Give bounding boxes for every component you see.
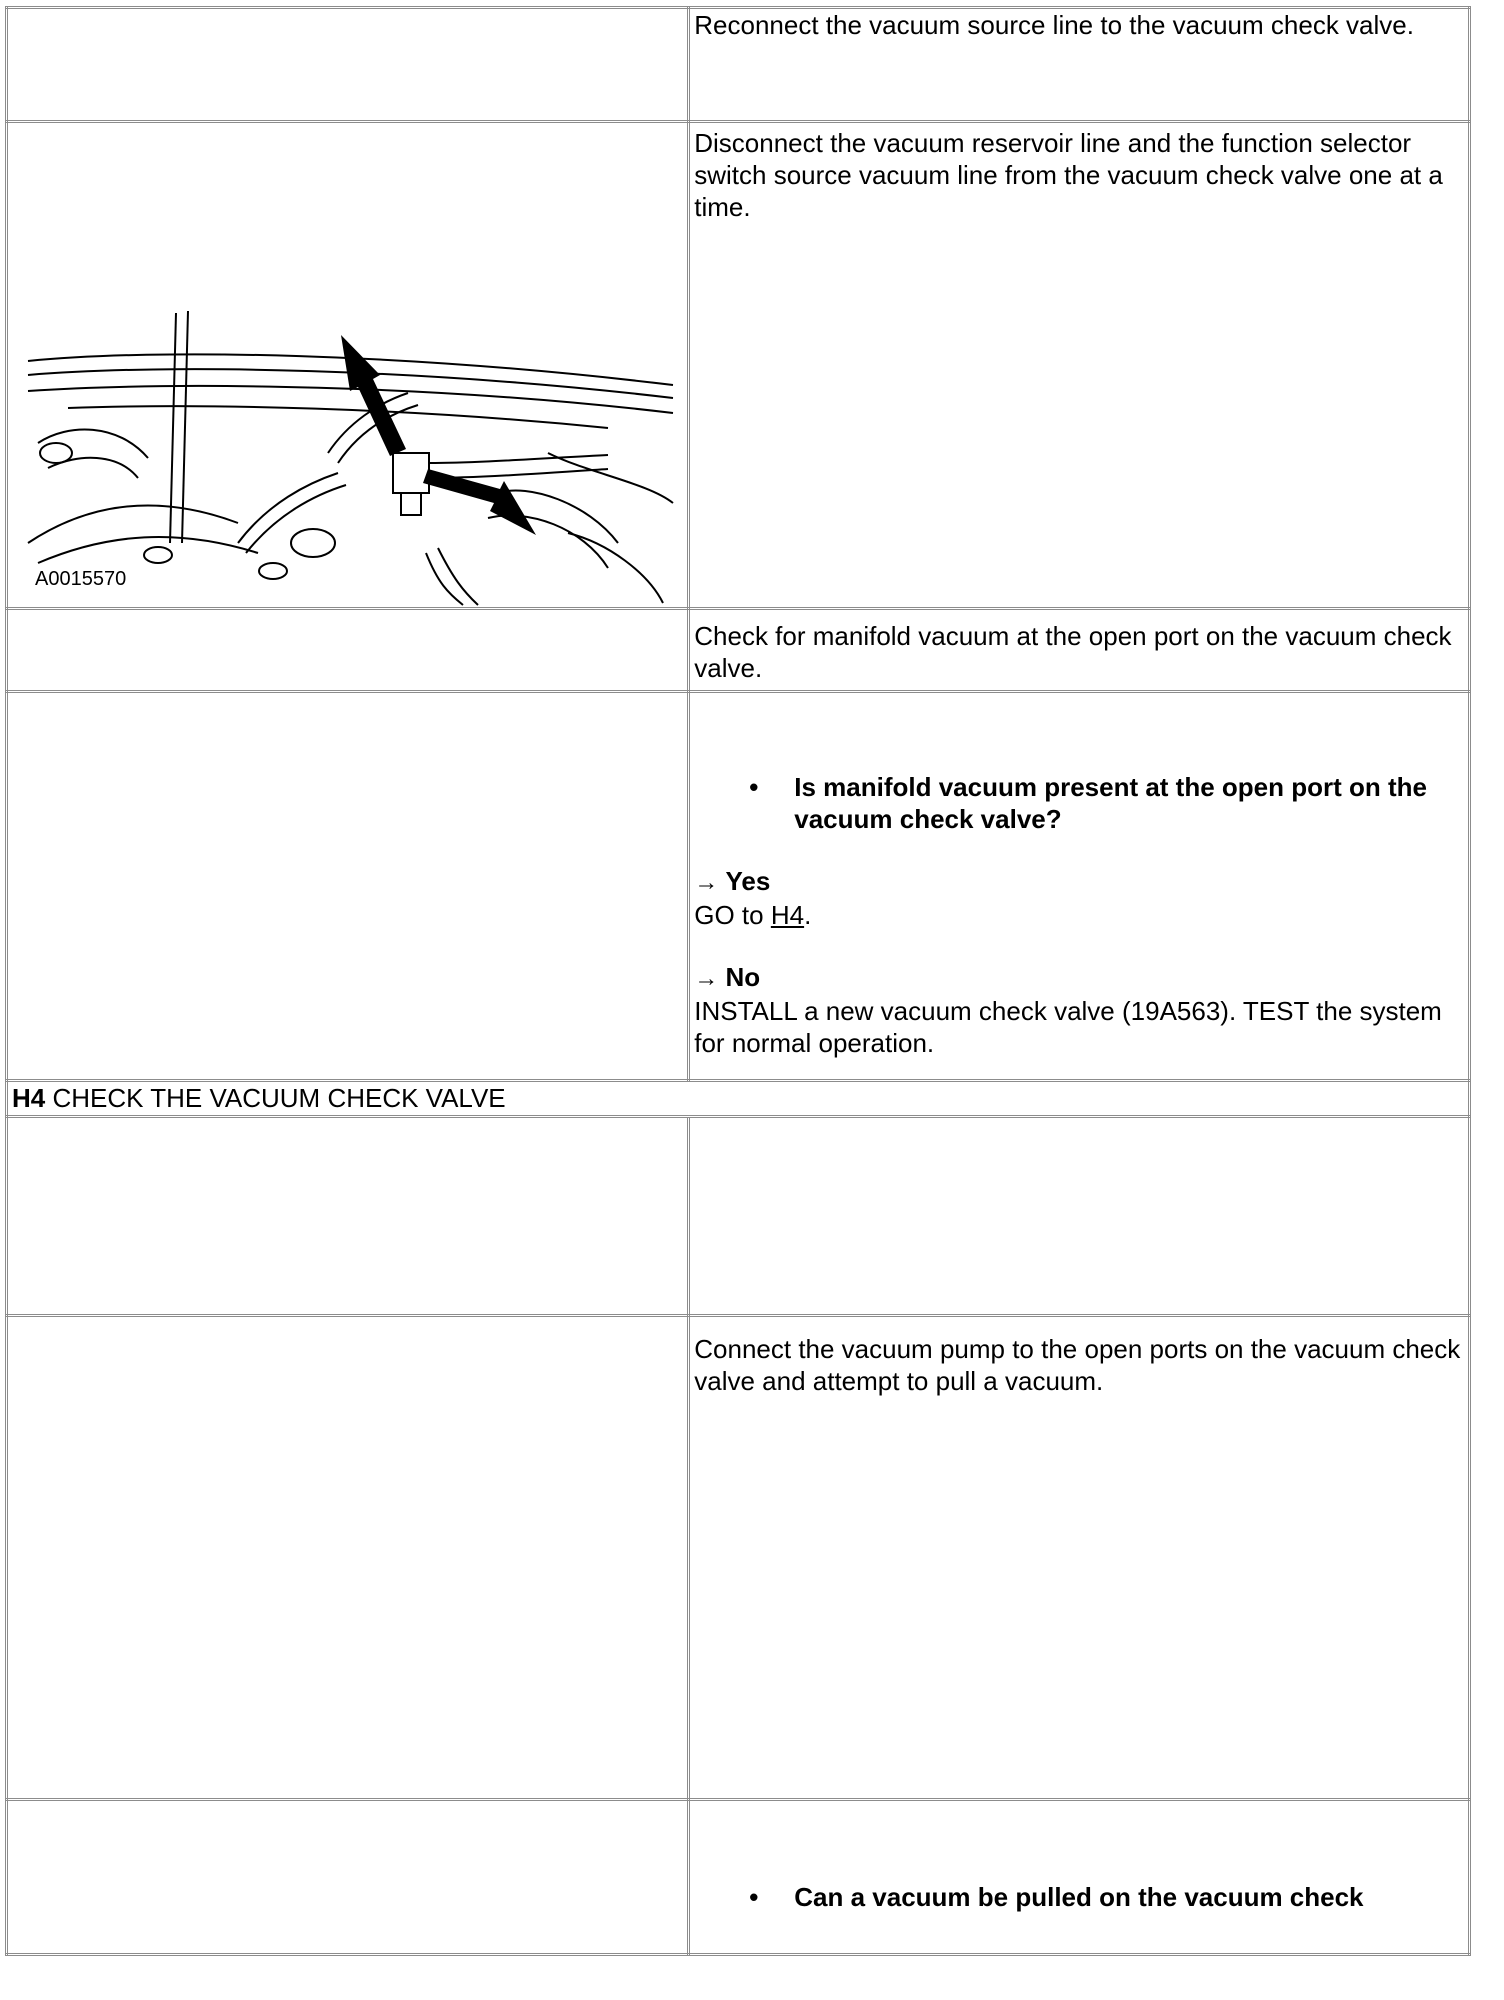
yes-suffix: .	[804, 900, 812, 930]
instruction-cell	[689, 122, 1470, 609]
table-row	[7, 1800, 1470, 1955]
instruction-cell	[689, 1316, 1470, 1800]
question-text: Can a vacuum be pulled on the vacuum check	[794, 1882, 1364, 1912]
instruction-text: Reconnect the vacuum source line to the vacuum check valve.	[694, 10, 1414, 40]
question-cell	[689, 692, 1470, 1081]
step-title: CHECK THE VACUUM CHECK VALVE	[52, 1083, 506, 1113]
table-row	[7, 8, 1470, 122]
empty-cell	[7, 609, 689, 692]
page	[5, 6, 1471, 1956]
instruction-cell	[689, 609, 1470, 692]
question-cell	[689, 1800, 1470, 1955]
no-text: INSTALL a new vacuum check valve (19A563). TEST the system for normal operation.	[694, 996, 1442, 1058]
empty-cell	[7, 8, 689, 122]
bullet-icon: •	[749, 1882, 759, 1912]
instruction-text: Disconnect the vacuum reservoir line and the function selector switch source vacuum line from the vacuum check valve one at a time.	[694, 128, 1443, 222]
table-row	[7, 1117, 1470, 1316]
question-bullet	[749, 771, 1468, 835]
arrow-right-icon: →	[694, 965, 719, 992]
step-header-row	[7, 1081, 1470, 1117]
link-h4[interactable]: H4	[770, 900, 805, 930]
yes-label: Yes	[725, 866, 771, 896]
empty-cell	[7, 692, 689, 1081]
diagnostic-steps-table	[5, 6, 1471, 1956]
instruction-text: Check for manifold vacuum at the open port on the vacuum check valve.	[694, 621, 1452, 683]
figure-id: A0015570	[35, 568, 127, 590]
illustration-cell	[7, 122, 689, 609]
yes-branch	[694, 865, 1468, 931]
empty-cell	[7, 1316, 689, 1800]
arrow-right-icon: →	[694, 869, 719, 896]
table-row	[7, 1316, 1470, 1800]
instruction-text: Connect the vacuum pump to the open ports on the vacuum check valve and attempt to pull a vacuum.	[694, 1334, 1461, 1396]
no-branch	[694, 961, 1468, 1059]
empty-cell	[7, 1800, 689, 1955]
bullet-icon: •	[749, 772, 759, 802]
table-row	[7, 122, 1470, 609]
vacuum-check-valve-illustration	[8, 123, 687, 607]
empty-cell	[7, 1117, 689, 1316]
table-row	[7, 609, 1470, 692]
no-label: No	[725, 962, 761, 992]
question-bullet	[749, 1881, 1468, 1913]
table-row	[7, 692, 1470, 1081]
yes-prefix: GO to	[694, 900, 764, 930]
empty-cell	[689, 1117, 1470, 1316]
instruction-cell	[689, 8, 1470, 122]
question-text: Is manifold vacuum present at the open port on the vacuum check valve?	[794, 772, 1427, 834]
step-header	[7, 1081, 1470, 1117]
step-id: H4	[12, 1083, 46, 1113]
